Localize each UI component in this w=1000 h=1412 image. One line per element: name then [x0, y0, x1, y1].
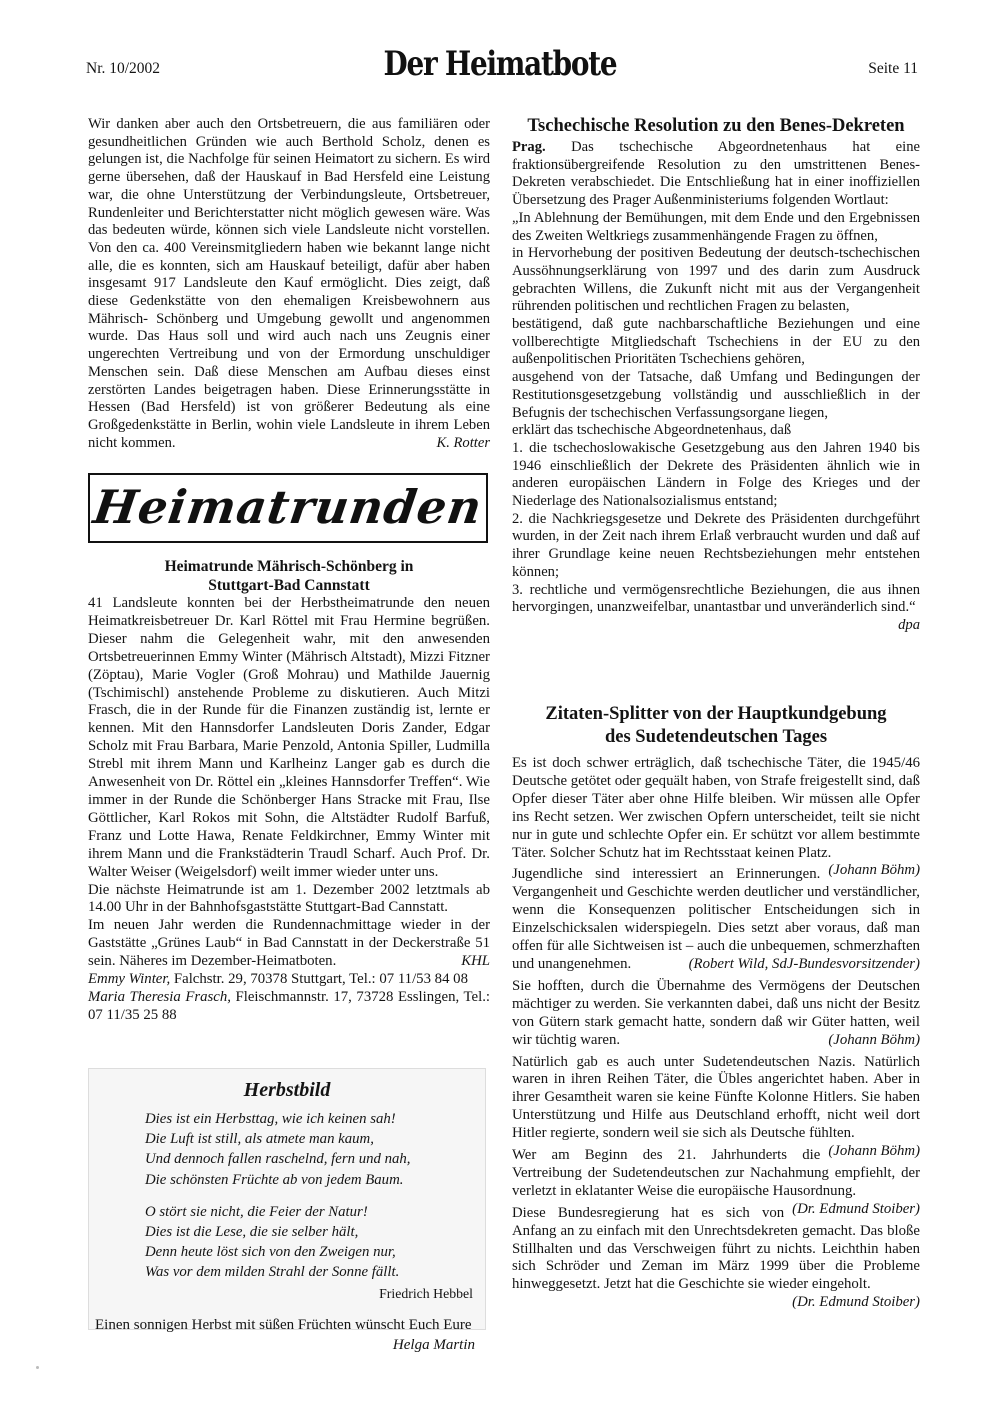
runde-paragraph-2: Die nächste Heimatrunde ist am 1. Dezember 2002 letztmals ab 14.00 Uhr in der Bahnhofsgaststätte Stuttgart-Bad Cannstatt.	[88, 881, 490, 916]
contact-2-name: Maria Theresia Frasch,	[88, 988, 231, 1005]
poem-lines	[145, 1109, 410, 1283]
issue-number: Nr. 10/2002	[86, 60, 161, 77]
runde-paragraph-3	[88, 917, 490, 971]
quote-paragraph	[512, 1053, 920, 1160]
quote-text: Wer am Beginn des 21. Jahrhunderts die Vertreibung der Sudetendeutschen zur Nachahmung empfiehlt, der verletzt in eklatanter Weise die europäische Hausordnung.	[512, 1147, 920, 1199]
quote-text: Jugendliche sind interessiert an Erinnerungen. Vergangenheit und Geschichte werden deutlicher und verständlicher, wenn die Konsequenzen politischer Entscheidungen sich in Einzelschicksalen widerspiegeln. Dies setzt aber voraus, daß man offen für alle Sichtweisen ist – auch die unbequemen, schmerzhaften und unangenehmen.	[512, 866, 920, 972]
poem-greeting	[95, 1315, 475, 1355]
runde-title-line2: Stuttgart-Bad Cannstatt	[208, 576, 370, 594]
quote-source: (Robert Wild, SdJ-Bundesvorsitzender)	[688, 955, 920, 972]
banner-title: Heimatrunden	[90, 480, 486, 534]
quotes-title-line2: des Sudetendeutschen Tages	[604, 727, 828, 747]
runde-paragraph-1: 41 Landsleute konnten bei der Herbstheimatrunde den neuen Heimatkreisbetreuer Dr. Karl Röttel mit Frau Hermine begrüßen. Dieser nahm die Gelegenheit wahr, mit den anwesenden Ortsbetreuerinnen Emmy Winter (Mährisch Altstadt), Mizzi Fitzner (Zöptau), Marie Vogler (Groß Mohrau) und Mathilde Jauernig (Tschimischl) anstehende Probleme zu diskutieren. Auch Mitzi Frasch, die in der Runde für die Finanzen zuständig ist, lernte er kennen. Mit den Hannsdorfer Landsleuten Doris Zander, Edgar Scholz mit Frau Barbara, Marie Penzold, Antonia Spiller, Ludmilla Strebl mit ihrem Mann und Karlheinz Langer gab es durch die Anwesenheit von Dr. Röttel ein „kleines Hannsdorfer Treffen“. Wie immer in der Runde die Schönberger Hans Stracke mit Frau, Ilse Göttlicher, Karl Rokos mit Sohn, die Altstädter Rudolf Barfuß, Franz und Lotte Hawa, Renate Feldkirchner, Emmy Winter mit ihrem Mann und die Frankstädterin Traudl Scharf. Auch Prof. Dr. Walter Weiser (Weigelsdorf) weilt immer wieder unter uns.	[88, 595, 490, 880]
resolution-dateline: Prag.	[512, 139, 546, 155]
quote-paragraph	[512, 866, 920, 973]
page-number: Seite 11	[868, 60, 918, 77]
runde-contact-2	[88, 989, 490, 1025]
quotes-title	[512, 703, 920, 749]
poem-greeting-signature: Helga Martin	[392, 1337, 475, 1353]
poem-line: Denn heute löst sich von den Zweigen nur,	[145, 1244, 396, 1261]
resolution-item: ausgehend von der Tatsache, daß Umfang und Bedingungen der Restitutionsgesetzgebung vollständig und ausschließlich in der Befugnis der tschechischen Verfassungsorgane liegen,	[512, 369, 920, 421]
quote-text: Natürlich gab es auch unter Sudetendeutschen Nazis. Natürlich waren in ihren Reihen Täter, die Übles angerichtet haben. Aber in ihrer Gesamtheit waren sie keine Fünfte Kolonne Hitlers. Sie haben Unterstützung und Hilfe aus Deutschland erhofft, nicht weil dort Hitler regierte, sondern weil sie sich als Deutsche fühlten.	[512, 1053, 920, 1142]
quote-text: Es ist doch schwer erträglich, daß tschechische Täter, die 1945/46 Deutsche getötet oder gequält haben, von Strafe freigestellt sind, daß Opfer dieser Täter aber ohne Hilfe bleiben. Wir müssen alle Opfer ins Recht setzen. Wer zwischen Opfern unterscheidet, teilt sie nicht nur in gute und schlechte Opfer ein. Er schützt vor allem bestimmte Täter. Solcher Schutz hat im Rechtsstaat keinen Platz.	[512, 755, 921, 861]
poem-line: Dies ist ein Herbsttag, wie ich keinen sah!	[145, 1111, 396, 1127]
resolution-item: erklärt das tschechische Abgeordnetenhaus, daß	[512, 422, 792, 439]
resolution-item: 1. die tschechoslowakische Gesetzgebung aus den Jahren 1940 bis 1946 einschließlich der Dekrete des Präsidenten ähnlich wie in anderen europäischen Ländern in Folge des Krieges und der Niederlage des Nationalsozialismus entstand;	[512, 439, 920, 510]
quotes-title-line1: Zitaten-Splitter von der Hauptkundgebung	[545, 704, 887, 724]
resolution-item-last	[512, 581, 920, 633]
quote-source: (Dr. Edmund Stoiber)	[792, 1294, 920, 1311]
resolution-item: bestätigend, daß gute nachbarschaftliche Beziehungen und eine vollberechtigte Mitgliedschaft Tschechiens in der EU zu den außenpolitischen Prioritäten Tschechiens gehören,	[512, 316, 920, 368]
contact-1-details: Falchstr. 29, 70378 Stuttgart, Tel.: 07 11/53 84 08	[170, 971, 468, 988]
intro-signature: K. Rotter	[436, 434, 490, 451]
resolution-source: dpa	[898, 616, 920, 633]
quote-source: (Dr. Edmund Stoiber)	[792, 1200, 920, 1217]
resolution-item: „In Ablehnung der Bemühungen, mit dem Ende und den Ergebnissen des Zweiten Weltkriegs zusammenhängende Fragen zu öffnen,	[512, 209, 920, 244]
quotes-article	[512, 703, 920, 1312]
quote-paragraph	[512, 755, 921, 879]
runde-contact-1	[88, 971, 490, 989]
resolution-item: in Hervorhebung der positiven Bedeutung der deutsch-tschechischen Aussöhnungserklärung von 1997 und des darin zum Ausdruck gebrachten Willens, die Zukunft nicht mit aus der Vergangenheit rührenden politischen und rechtlichen Fragen zu belasten,	[512, 245, 920, 315]
quote-source: (Johann Böhm)	[828, 1143, 920, 1160]
runde-title-line1: Heimatrunde Mährisch-Schönberg in	[164, 558, 414, 575]
poem-box	[88, 1068, 486, 1353]
poem-line: Was vor dem milden Strahl der Sonne fällt.	[145, 1264, 400, 1281]
resolution-item: 2. die Nachkriegsgesetze und Dekrete des Präsidenten durchgeführt wurden, in der Zeit nach ihrem Erlaß verbraucht wurden und daß auf ihrer Grundlage keine neuen Rechtsbeziehungen mehr entstehen können;	[512, 510, 920, 580]
scan-speck	[36, 1366, 39, 1369]
poem-line: Die schönsten Früchte ab von jedem Baum.	[145, 1171, 404, 1188]
poem-author: Friedrich Hebbel	[379, 1286, 473, 1301]
contact-2-details: Fleischmannstr. 17, 73728 Esslingen, Tel.: 07 11/35 25 88	[88, 988, 491, 1023]
quote-paragraph	[512, 978, 920, 1050]
contact-1-name: Emmy Winter,	[88, 971, 171, 988]
runde-signature: KHL	[461, 953, 490, 970]
poem-line: Dies ist die Lese, die sie selber hält,	[145, 1224, 359, 1241]
quote-source: (Johann Böhm)	[828, 1031, 920, 1048]
quote-text: Sie hofften, durch die Übernahme des Vermögens der Deutschen mächtiger zu werden. Sie verkannten dabei, daß uns nicht der Besitz von Gütern stark gemacht hatte, sondern daß wir Güter hatten, weil wir tüchtig waren.	[512, 977, 920, 1048]
intro-text: Wir danken aber auch den Ortsbetreuern, die aus familiären oder gesundheitlichen Gründen wie auch Berthold Scholz, denen es gelungen ist, die Nachfolge für seinen Heimatort zu sichern. Es wird gerne übersehen, daß der Hauskauf in Bad Hersfeld eine Leistung war, die ohne Unterstützung der Verbindungsleute, Ortsbetreuer, Rundenleiter und Berichterstatter nicht möglich gewesen wäre. Was das bedeuten würde, können sich viele Landsleute nicht vorstellen. Von den ca. 400 Vereinsmitgliedern haben wie bekannt lange nicht alle, die es konnten, sich am Hauskauf beteiligt, dafür aber haben insgesamt 917 Landsleute den Kauf ermöglicht. Dies zeigt, daß diese Gedenkstätte von den ehemaligen Kreisbewohnern aus Mährisch- Schönberg und Umgebung gewollt und angenommen wurde. Das Haus soll und wird auch nach uns Zeugnis einer ungerechten Vertreibung und von der Ermordung unschuldiger Menschen sein. Daß diese Menschen am Aufbau dieses einst zerstörten Landes beigetragen haben. Diese Erinnerungsstätte in Hessen (Bad Hersfeld) ist von größerer Bedeutung als eine Großgedenkstätte in Berlin, wohin viele Landsleute in ihrem Leben nicht kommen.	[88, 116, 490, 451]
poem-line: Die Luft ist still, als atmete man kaum,	[145, 1131, 374, 1148]
runde-paragraph-3-text: Im neuen Jahr werden die Rundennachmittage wieder in der Gaststätte „Grünes Laub“ in Bad Cannstatt in der Deckerstraße 51 sein. Näheres im Dezember-Heimatboten.	[88, 917, 490, 970]
quote-source: (Johann Böhm)	[828, 862, 920, 879]
poem-line: Und dennoch fallen raschelnd, fern und nah,	[145, 1151, 411, 1168]
resolution-last-text: 3. rechtliche und vermögensrechtliche Beziehungen, die aus ihnen hervorgingen, unanzweifelbar, unantastbar und unveränderlich sind.“	[512, 581, 920, 616]
intro-article	[88, 116, 490, 452]
poem-line: O stört sie nicht, die Feier der Natur!	[145, 1203, 368, 1220]
resolution-article	[512, 114, 920, 635]
resolution-title: Tschechische Resolution zu den Benes-Dekreten	[527, 116, 905, 136]
masthead-logo: Der Heimatbote	[383, 44, 617, 84]
intro-paragraph	[88, 116, 490, 452]
resolution-intro	[512, 139, 920, 210]
heimatrunden-banner	[88, 473, 488, 543]
poem-greeting-text: Einen sonnigen Herbst mit süßen Früchten wünscht Euch Eure	[95, 1317, 472, 1333]
quote-text: Diese Bundesregierung hat es sich von Anfang an zu einfach mit den Unrechtsdekreten gemacht. Das bloße Stillhalten und das Verschweigen führt zu nichts. Leichthin haben sich Schröder und Zeman im März 1999 über die Probleme hinweggesetzt. Jetzt hat die Geschichte sie wieder eingeholt.	[512, 1204, 920, 1293]
resolution-intro-text: Das tschechische Abgeordnetenhaus hat eine fraktionsübergreifende Resolution zu den umstrittenen Benes-Dekreten verabschiedet. Die Entschließung hat in einer inoffiziellen Übersetzung des Prager Außenministeriums folgenden Wortlaut:	[512, 139, 920, 209]
runde-title	[88, 558, 490, 595]
poem-title: Herbstbild	[243, 1079, 331, 1101]
runde-article	[88, 558, 490, 1025]
